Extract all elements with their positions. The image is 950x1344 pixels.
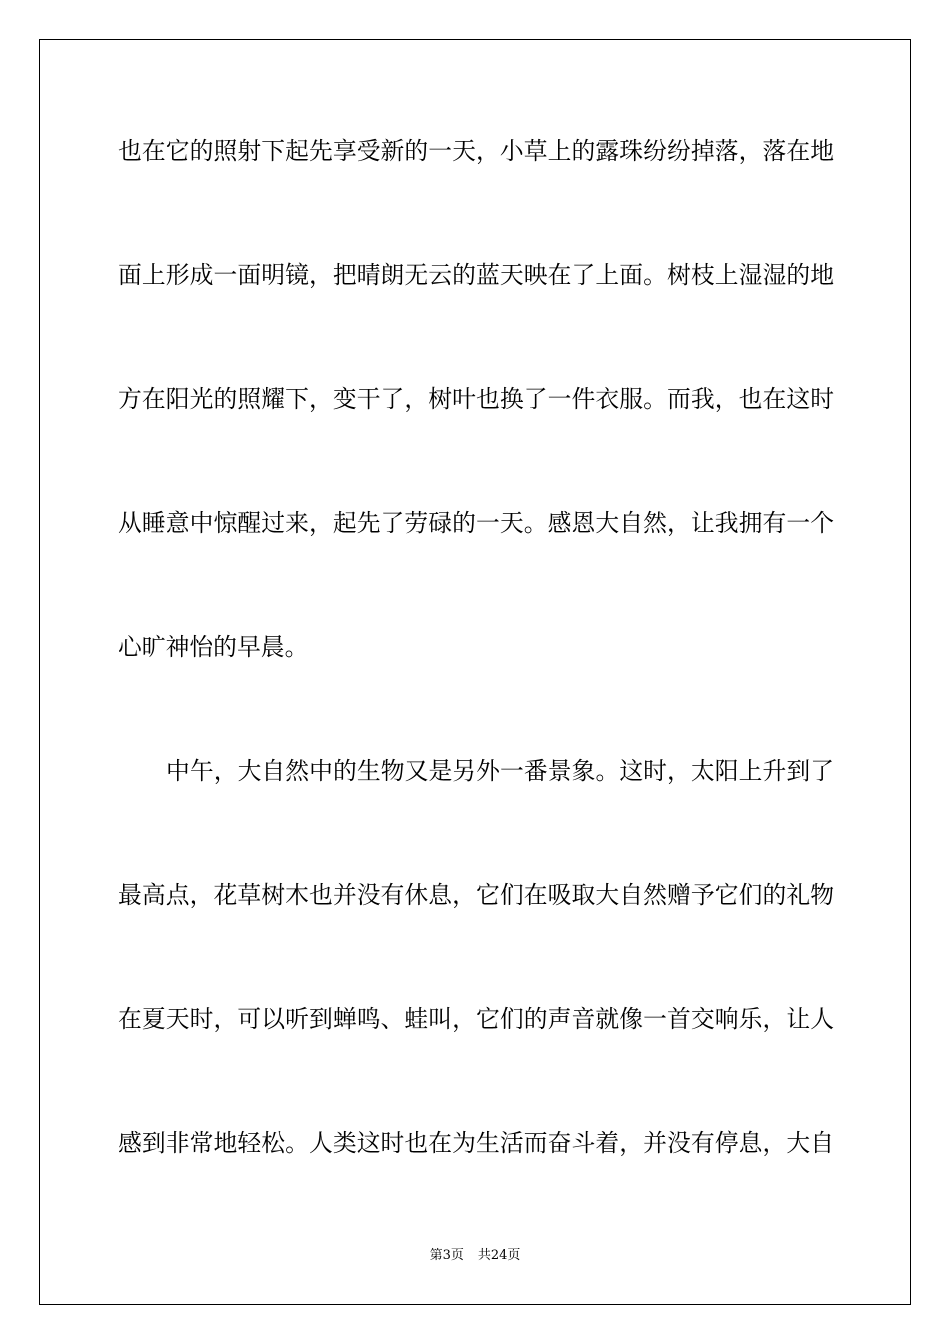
text-line: 从睡意中惊醒过来，起先了劳碌的一天。感恩大自然，让我拥有一个	[118, 509, 834, 537]
text-line: 感到非常地轻松。人类这时也在为生活而奋斗着，并没有停息，大自	[118, 1129, 834, 1157]
text-line: 在夏天时，可以听到蝉鸣、蛙叫，它们的声音就像一首交响乐，让人	[118, 1005, 834, 1033]
text-line: 面上形成一面明镜，把晴朗无云的蓝天映在了上面。树枝上湿湿的地	[118, 261, 834, 289]
page-total: 共24页	[477, 1248, 521, 1263]
paragraph-first-line: 中午，大自然中的生物又是另外一番景象。这时，太阳上升到了	[166, 757, 834, 785]
page-footer	[0, 1246, 950, 1266]
text-line: 最高点，花草树木也并没有休息，它们在吸取大自然赠予它们的礼物	[118, 881, 834, 909]
text-line: 也在它的照射下起先享受新的一天，小草上的露珠纷纷掉落，落在地	[118, 137, 834, 165]
text-line: 心旷神怡的早晨。	[118, 633, 309, 661]
page-frame	[39, 39, 911, 1305]
page-number: 第3页	[429, 1248, 464, 1263]
text-line: 方在阳光的照耀下，变干了，树叶也换了一件衣服。而我，也在这时	[118, 385, 834, 413]
